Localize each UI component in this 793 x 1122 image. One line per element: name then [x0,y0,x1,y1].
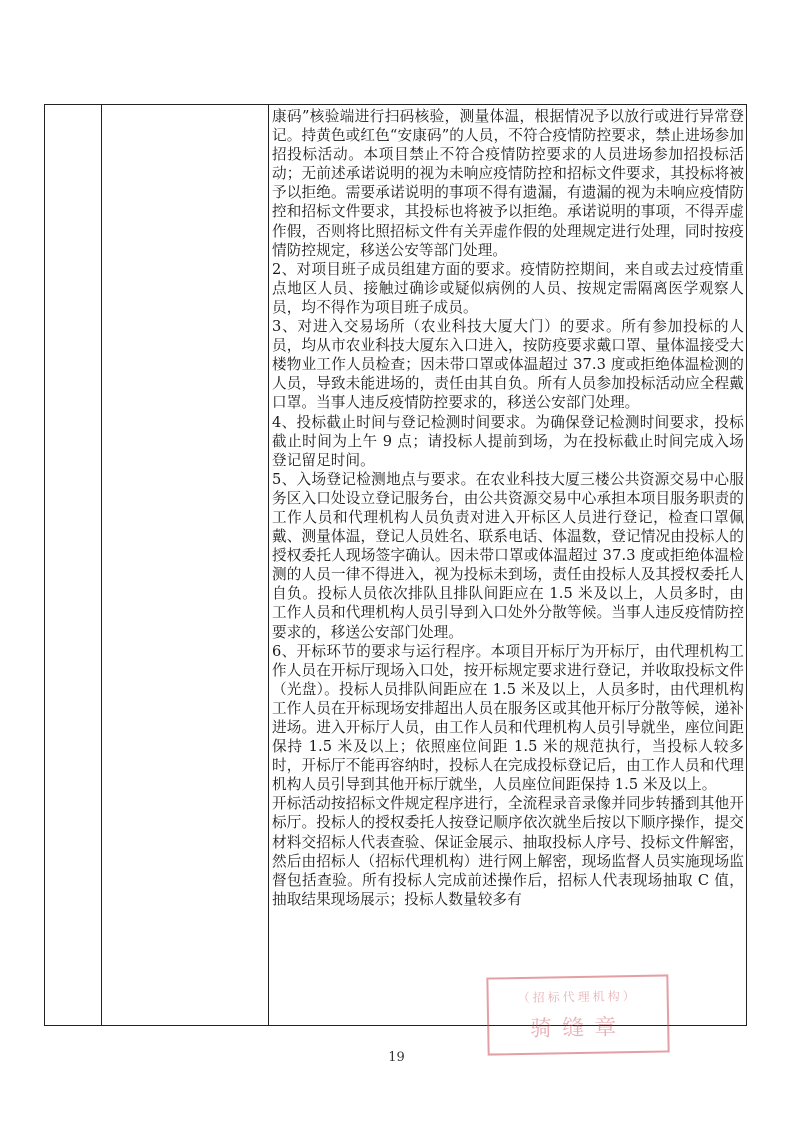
paragraph-opening-activity: 开标活动按招标文件规定程序进行，全流程录音录像并同步转播到其他开标厅。投标人的授权委托人按登记顺序依次就坐后按以下顺序操作，提交材料交招标人代表查验、保证金展示、抽取投标人序号、投标文件解密，然后由招标人（招标代理机构）进行网上解密，现场监督人员实施现场监督包括查验。所有投标人完成前述操作后，招标人代表现场抽取 C 值，抽取结果现场展示；投标人数量较多有 [272,795,744,908]
paragraph-venue-entry: 3、对进入交易场所（农业科技大厦大门）的要求。所有参加投标的人员，均从市农业科技大厦东入口进入，按防疫要求戴口罩、量体温接受大楼物业工作人员检查；因未带口罩或体温超过 37.3 度或拒绝体温检测的人员，导致未能进场的，责任由其自负。所有人员参加投标活动应全程戴口罩。当事人违反疫情防控要求的，移送公安部门处理。 [272,318,744,412]
paragraph-registration: 5、入场登记检测地点与要求。在农业科技大厦三楼公共资源交易中心服务区入口处设立登记服务台，由公共资源交易中心承担本项目服务职责的工作人员和代理机构人员负责对进入开标区人员进行登记，检查口罩佩戴、测量体温，登记人员姓名、联系电话、体温数，登记情况由投标人的授权委托人现场签字确认。因未带口罩或体温超过 37.3 度或拒绝体温检测的人员一律不得进入，视为投标未到场，责任由投标人及其授权委托人自负。投标人员依次排队且排队间距应在 1.5 米及以上，人员多时，由工作人员和代理机构人员引导到入口处外分散等候。当事人违反疫情防控要求的，移送公安部门处理。 [272,470,744,641]
stamp-sub-text: （招标代理机构） [517,988,638,1006]
paragraph-deadline: 4、投标截止时间与登记检测时间要求。为确保登记检测时间要求，投标截止时间为上午 9 点；请投标人提前到场，为在投标截止时间完成入场登记留足时间。 [272,413,744,469]
seal-stamp [486,974,669,1055]
requirements-text-cell [272,107,744,909]
paragraph-health-code: 康码”核验端进行扫码核验，测量体温，根据情况予以放行或进行异常登记。持黄色或红色“安康码”的人员，不符合疫情防控要求，禁止进场参加招投标活动。本项目禁止不符合疫情防控要求的人员进场参加招投标活动；无前述承诺说明的视为未响应疫情防控和招标文件要求，其投标将被予以拒绝。需要承诺说明的事项不得有遗漏，有遗漏的视为未响应疫情防控和招标文件要求，其投标也将被予以拒绝。承诺说明的事项，不得弄虚作假，否则将比照招标文件有关弄虚作假的处理规定进行处理，同时按疫情防控规定，移送公安等部门处理。 [272,108,744,259]
paragraph-opening-procedure: 6、开标环节的要求与运行程序。本项目开标厅为开标厅，由代理机构工作人员在开标厅现场入口处，按开标规定要求进行登记，并收取投标文件（光盘）。投标人员排队间距应在 1.5 米及以上，人员多时，由代理机构工作人员在开标现场安排超出人员在服务区或其他开标厅分散等候，递补进场。进入开标厅人员，由工作人员和代理机构人员引导就坐，座位间距保持 1.5 米及以上；依照座位间距 1.5 米的规范执行，当投标人较多时，开标厅不能再容纳时，投标人在完成投标登记后，由工作人员和代理机构人员引导到其他开标厅就坐，人员座位间距保持 1.5 米及以上。 [272,642,744,794]
table-column-divider-2 [268,105,269,1025]
paragraph-team-members: 2、对项目班子成员组建方面的要求。疫情防控期间，来自或去过疫情重点地区人员、接触过确诊或疑似病例的人员、按规定需隔离医学观察人员，均不得作为项目班子成员。 [272,260,744,316]
page-number: 19 [388,1050,405,1065]
requirements-table [44,104,747,1026]
stamp-main-text: 骑缝章 [530,1015,627,1042]
table-column-divider-1 [101,105,102,1025]
